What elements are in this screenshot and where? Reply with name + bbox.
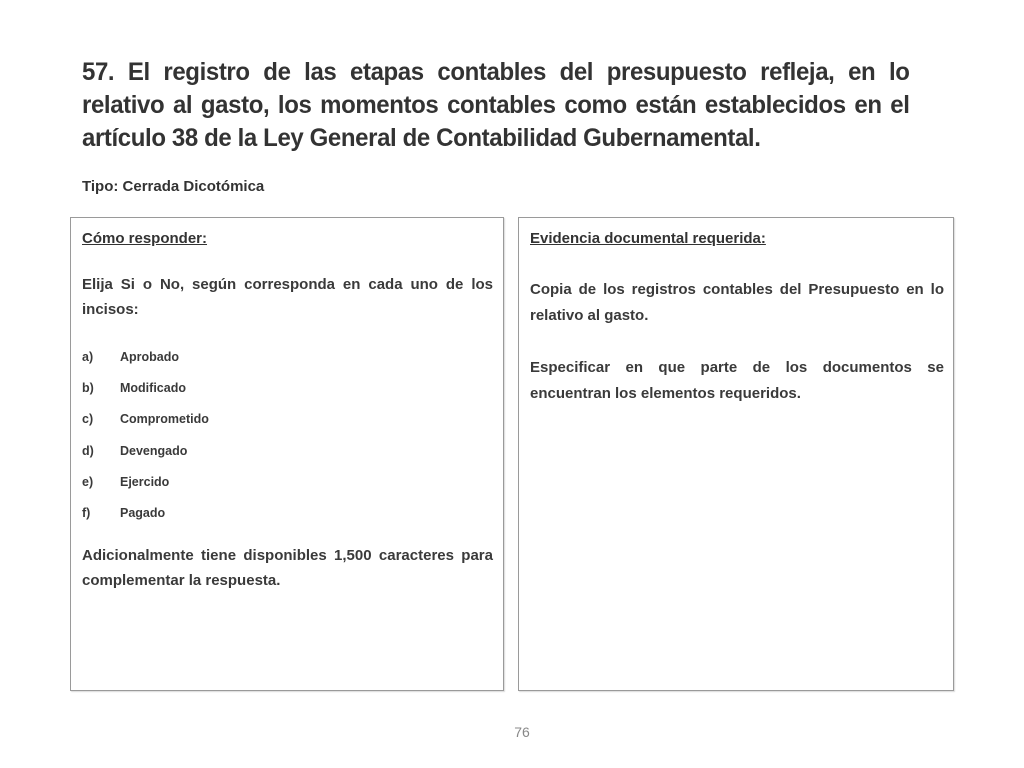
evidence-paragraph-1: Copia de los registros contables del Presupuesto en lo relativo al gasto. [530,281,944,324]
evidence-paragraph-2: Especificar en que parte de los documentos se encuentran los elementos requeridos. [530,359,944,402]
list-item-letter: e) [82,474,94,489]
list-item-letter: c) [82,412,94,427]
list-item [82,506,209,537]
list-item-label: Comprometido [120,412,209,427]
question-title: 57. El registro de las etapas contables del presupuesto refleja, en lo relativo al gasto, los momentos contables como están establecidos en el artículo 38 de la Ley General de Contabilidad Gubernamental. [82,58,910,152]
additional-text: Adicionalmente tiene disponibles 1,500 caracteres para complementar la respuesta. [82,547,493,589]
list-item-label: Modificado [120,381,186,396]
list-item [82,350,209,381]
list-item-label: Pagado [120,505,166,520]
list-item [82,412,209,443]
list-item-letter: a) [82,350,94,364]
how-to-answer-box [70,217,504,691]
required-evidence-box [518,217,954,691]
list-item-label: Aprobado [120,350,180,364]
how-to-answer-heading: Cómo responder: [82,230,208,247]
question-type: Tipo: Cerrada Dicotómica [82,178,265,195]
list-item-label: Ejercido [120,474,170,489]
instruction-text: Elija Si o No, según corresponda en cada uno de los incisos: [82,276,493,318]
list-item [82,475,209,506]
list-item-letter: b) [82,381,94,396]
list-item-letter: d) [82,443,94,458]
list-item-label: Devengado [120,443,188,458]
list-item [82,444,209,475]
list-item [82,381,209,412]
options-list [82,350,209,537]
list-item-letter: f) [82,505,91,520]
required-evidence-heading: Evidencia documental requerida: [530,230,766,247]
page-number: 76 [514,724,530,740]
